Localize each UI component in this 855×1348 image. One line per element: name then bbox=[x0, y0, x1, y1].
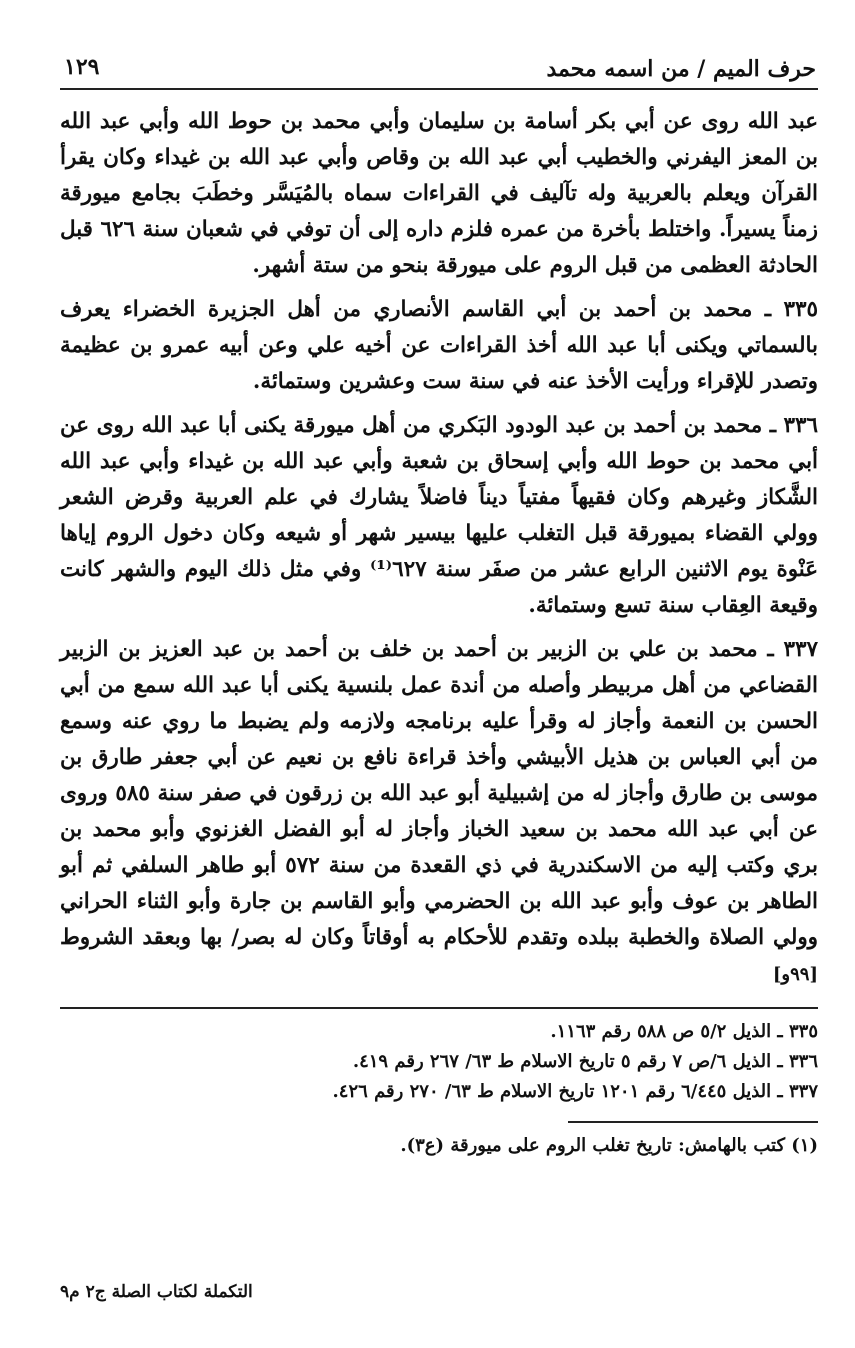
entry-337 bbox=[60, 632, 818, 993]
entry-337-text: ٣٣٧ ـ محمد بن علي بن الزبير بن أحمد بن خلف بن أحمد بن عبد العزيز بن الزبير القضاعي من أهل مربيطر وأصله من أندة عمل بلنسية يكنى أبا عبد الله سمع من أبي الحسن بن النعمة وأجاز له وقرأ عليه برنامجه ولازمه ولم يضبط ما روي عنه وسمع من أبي العباس بن هذيل الأبيشي وأخذ قراءة نافع بن نعيم عن أبي جعفر طارق بن موسى بن طارق وأجاز له من إشبيلية أبو عبد الله بن زرقون في صفر سنة ٥٨٥ وروى عن أبي عبد الله محمد بن سعيد الخباز وأجاز له أبو الفضل الغزنوي وأبو محمد بن بري وكتب إليه من الاسكندرية في ذي القعدة من سنة ٥٧٢ أبو طاهر السلفي ثم أبو الطاهر بن عوف وأبو عبد الله بن الحضرمي وأبو القاسم بن جارة وأبو الثناء الحراني وولي الصلاة والخطبة ببلده وتقدم للأحكام به أوقاتاً وكان له بصر/ بها وبعقد الشروط bbox=[60, 637, 819, 950]
manuscript-folio-marker: [٩٩و] bbox=[772, 964, 818, 985]
source-reference-335: ٣٣٥ ـ الذيل ٥/٢ ص ٥٨٨ رقم ١١٦٣. bbox=[550, 1021, 818, 1042]
entry-335: ٣٣٥ ـ محمد بن أحمد بن أبي القاسم الأنصاري من أهل الجزيرة الخضراء يعرف بالسماتي ويكنى أبا عبد الله أخذ القراءات عن أخيه علي وعن أبيه عمرو بن عظيمة وتصدر للإقراء ورأيت الأخذ عنه في سنة ست وعشرين وستمائة. bbox=[60, 297, 818, 394]
note-separator bbox=[568, 1121, 818, 1123]
page-number: ١٢٩ bbox=[64, 54, 100, 80]
source-reference-336: ٣٣٦ ـ الذيل ٦/ص ٧ رقم ٥ تاريخ الاسلام ط ٦٣/ ٢٦٧ رقم ٤١٩. bbox=[352, 1051, 818, 1072]
footnote-separator bbox=[60, 1007, 818, 1009]
paragraph-continuation: عبد الله روى عن أبي بكر أسامة بن سليمان وأبي محمد بن حوط الله وأبي عبد الله بن المعز اليفرني والخطيب أبي عبد الله بن وقاص وأبي عبد الله بن غيداء وكان يقرأ القرآن ويعلم بالعربية وله تآليف في القراءات سماه بالمُيَسَّر وخطَبَ بجامع ميورقة زمناً يسيراً. واختلط بأخرة من عمره فلزم داره إلى أن توفي في شعبان سنة ٦٢٦ قبل الحادثة العظمى من قبل الروم على ميورقة بنحو من ستة أشهر. bbox=[60, 109, 819, 278]
running-title: حرف الميم / من اسمه محمد bbox=[546, 56, 816, 82]
source-reference-337: ٣٣٧ ـ الذيل ٦/٤٤٥ رقم ١٢٠١ تاريخ الاسلام ط ٦٣/ ٢٧٠ رقم ٤٢٦. bbox=[332, 1081, 818, 1102]
running-header bbox=[60, 52, 818, 90]
page bbox=[60, 52, 818, 1161]
entry-336: ٣٣٦ ـ محمد بن أحمد بن عبد الودود البَكري من أهل ميورقة يكنى أبا عبد الله روى عن أبي محمد بن حوط الله وأبي إسحاق بن شعبة وأبي عبد الله بن غيداء وأبي عبد الله الشَّكاز وغيرهم وكان فقيهاً مفتياً ديناً فاضلاً يشارك في علم العربية وقرض الشعر وولي القضاء بميورقة قبل التغلب عليها بيسير شهر أو شيعه وكان دخول الروم إياها عَنْوة يوم الاثنين الرابع عشر من صفَر سنة ٦٢٧⁽¹⁾ وفي مثل ذلك اليوم والشهر كانت وقيعة العِقاب سنة تسع وستمائة. bbox=[60, 413, 818, 618]
footnote-1: (١) كتب بالهامش: تاريخ تغلب الروم على ميورقة (ع٣). bbox=[400, 1135, 818, 1156]
signature-footer: التكملة لكتاب الصلة ج٢ م٩ bbox=[60, 1282, 253, 1302]
